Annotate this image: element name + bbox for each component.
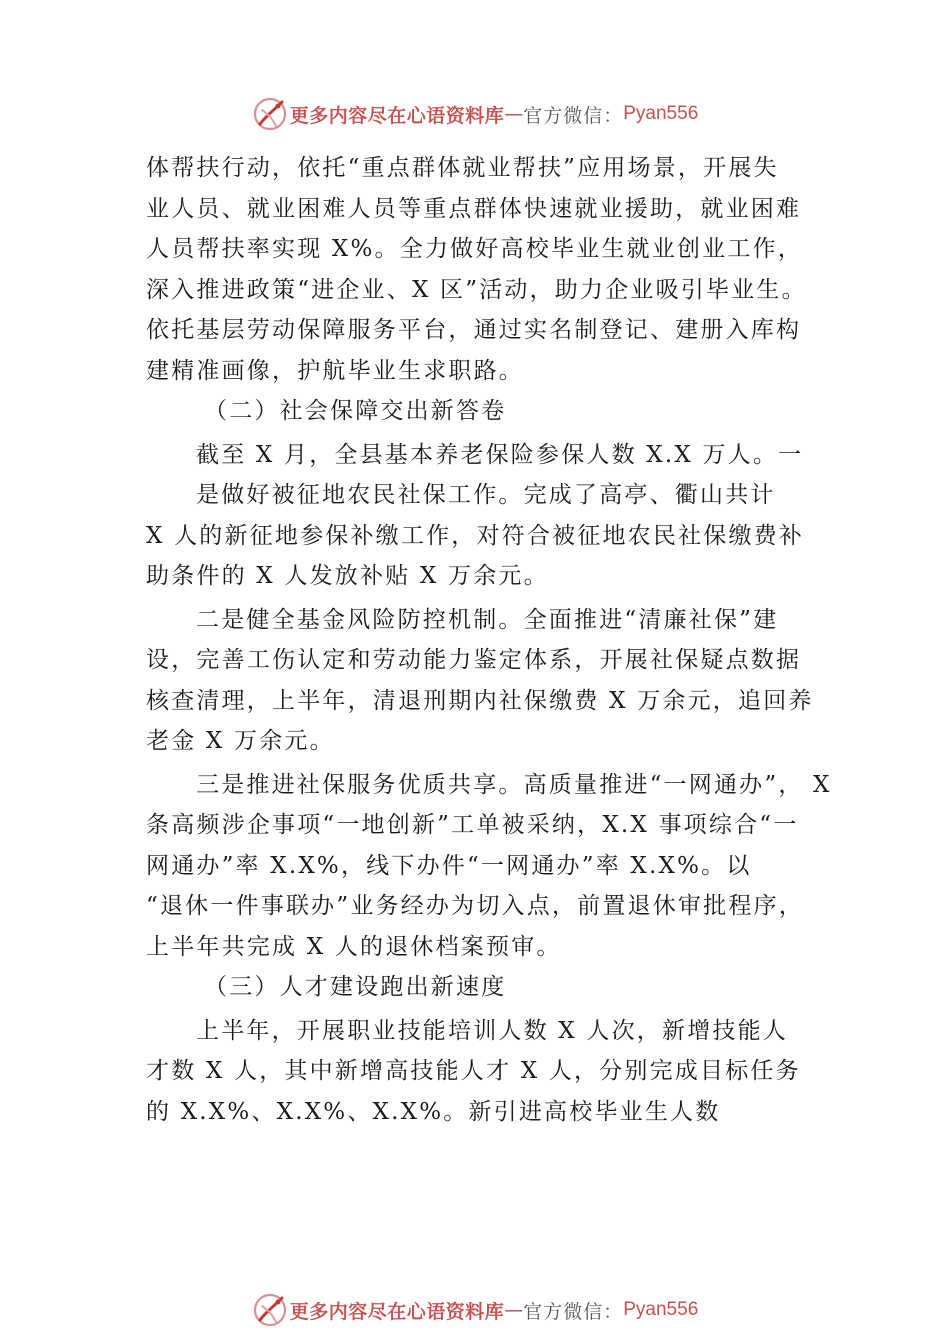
section-heading-2: （二）社会保障交出新答卷	[204, 398, 507, 424]
text-line: 二是健全基金风险防控机制。全面推进“清廉社保”建	[196, 606, 779, 633]
brush-logo-icon	[252, 1292, 288, 1328]
text-line: 依托基层劳动保障服务平台，通过实名制登记、建册入库构	[146, 317, 802, 343]
brush-logo-icon	[252, 96, 288, 132]
text-line: 三是推进社保服务优质共享。高质量推进“一网通办”， X	[196, 771, 832, 798]
section-heading-3: （三）人才建设跑出新速度	[204, 974, 507, 1000]
text-line: 体帮扶行动，依托“重点群体就业帮扶”应用场景，开展失	[146, 155, 779, 181]
text-line: 上半年共完成 X 人的退休档案预审。	[146, 933, 562, 960]
text-line: “退休一件事联办”业务经办为切入点，前置退休审批程序，	[146, 893, 804, 919]
paragraph-2	[146, 435, 806, 597]
banner-wechat-label: 官方微信：	[523, 1300, 624, 1323]
text-line: 核查清理，上半年，清退刑期内社保缴费 X 万余元，追回养	[146, 687, 814, 714]
text-line: 才数 X 人，其中新增高技能人才 X 人，分别完成目标任务	[146, 1058, 801, 1084]
banner-dash: —	[504, 103, 524, 125]
text-line: 人员帮扶率实现 X%。全力做好高校毕业生就业创业工作，	[146, 236, 803, 262]
footer-banner	[0, 1290, 950, 1330]
paragraph-4	[146, 765, 832, 968]
text-line: X 人的新征地参保补缴工作，对符合被征地农民社保缴费补	[146, 522, 805, 549]
text-line: 业人员、就业困难人员等重点群体快速就业援助，就业困难	[146, 195, 802, 222]
banner-title: 更多内容尽在心语资料库	[289, 1300, 505, 1323]
text-line: 建精准画像，护航毕业生求职路。	[146, 357, 524, 384]
text-line: 深入推进政策“进企业、X 区”活动，助力企业吸引毕业生。	[146, 276, 807, 303]
text-line: 网通办”率 X.X%，线下办件“一网通办”率 X.X%。以	[146, 852, 752, 879]
paragraph-1	[146, 148, 806, 391]
header-banner	[0, 94, 950, 134]
paragraph-5	[146, 1011, 806, 1133]
paragraph-3	[146, 600, 814, 762]
banner-wechat-id: Pyan556	[623, 1299, 699, 1320]
document-body	[146, 148, 832, 1132]
text-line: 条高频涉企事项“一地创新”工单被采纳，X.X 事项综合“一	[146, 812, 799, 838]
text-line: 的 X.X%、X.X%、X.X%。新引进高校毕业生人数	[146, 1098, 721, 1125]
text-line: 是做好被征地农民社保工作。完成了高亭、衢山共计	[196, 482, 776, 508]
banner-title: 更多内容尽在心语资料库	[289, 104, 505, 127]
text-line: 设，完善工伤认定和劳动能力鉴定体系，开展社保疑点数据	[146, 647, 802, 673]
banner-wechat-label: 官方微信：	[523, 104, 624, 127]
text-line: 助条件的 X 人发放补贴 X 万余元。	[146, 563, 549, 589]
banner-dash: —	[504, 1299, 524, 1321]
text-line: 截至 X 月，全县基本养老保险参保人数 X.X 万人。一	[196, 441, 804, 468]
banner-wechat-id: Pyan556	[623, 103, 699, 124]
text-line: 老金 X 万余元。	[146, 728, 335, 754]
text-line: 上半年，开展职业技能培训人数 X 人次，新增技能人	[196, 1017, 788, 1044]
